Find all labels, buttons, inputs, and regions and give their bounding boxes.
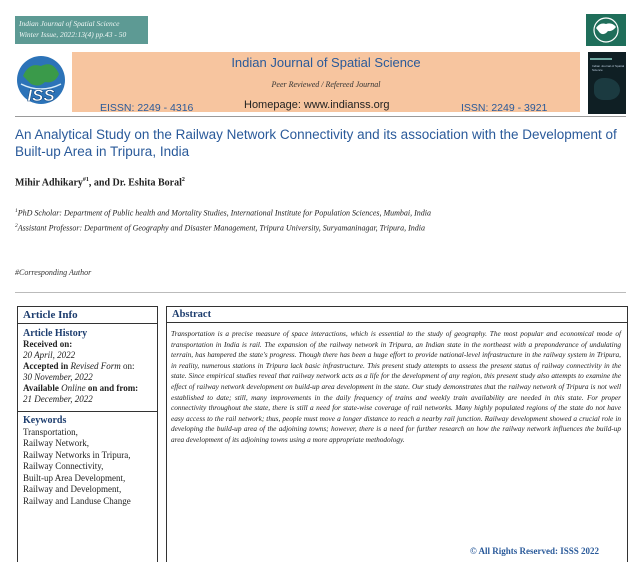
keywords-section: [18, 412, 157, 507]
cover-stripe: [590, 58, 612, 60]
keyword-item: Railway Connectivity,: [23, 461, 104, 471]
available-label: Available: [23, 383, 59, 393]
keyword-item: Built-up Area Development,: [23, 472, 126, 483]
copyright-notice: © All Rights Reserved: ISSS 2022: [470, 546, 599, 556]
received-label: Received on:: [23, 339, 73, 349]
article-history-heading: Article History: [23, 328, 88, 339]
available-line: [23, 383, 152, 394]
paper-title: An Analytical Study on the Railway Network Connectivity and its association with the Development of Built-up Area in Tripura, India: [15, 127, 617, 159]
issue-details: Winter Issue, 2022:13(4) pp.43 - 50: [19, 30, 127, 39]
issn: ISSN: 2249 - 3921: [461, 102, 548, 114]
author-2: , and Dr. Eshita Boral: [88, 177, 182, 189]
available-date: 21 December, 2022: [23, 394, 93, 404]
header-divider: [15, 116, 626, 117]
corresponding-author-note: #Corresponding Author: [15, 268, 92, 277]
abstract-text: Transportation is a precise measure of space interactions, which is essential to the study of geography. The most popular and economical mode of transportation in India is rail. The expansion of the railway network in Tripura, an Indian state in the northeast with a preponderance of undulating terrain, has hampered the state's progress. Though there has been a huge effort to provide national-level infrastructure in the railway system in Tripura, in reality, numerous stations in Tripura lack basic infrastructure. This present study attempts to assess the present status of railway connectivity in the state. Since empirical studies reveal that railway network acts as a life for the development of any region, this present study also attempts to examine the effect of railway network development on build-up area development in the state. Our study demonstrates that the railway network of Tripura is not well established to date; still, many improvements in the daily frequency of trains and weekly train availability are needed in this state. For proper connectivity throughout the state, there is still a need for state-wise coverage of rail networks. Many highly populated regions of the state do not have easy access to the rail network; thus, people must move a longer distance to reach a nearby rail junction. Railway development showed a crucial role in developing the build-up area of the adjoining towns; however, there is a need for further research on how the railway network influences the build-up area development of its adjoining towns using a more appropriate methodology.: [171, 329, 621, 444]
eissn: EISSN: 2249 - 4316: [100, 102, 194, 114]
keyword-item: Railway Networks in Tripura,: [23, 449, 131, 460]
article-info-panel: [17, 306, 158, 562]
cover-map-graphic: [594, 78, 620, 100]
affiliations: [15, 205, 615, 234]
keywords-heading: Keywords: [23, 415, 67, 426]
accepted-line: [23, 361, 152, 372]
peer-reviewed-label: Peer Reviewed / Refereed Journal: [271, 80, 381, 89]
keyword-item: Railway and Landuse Change: [23, 495, 131, 506]
accepted-date: 30 November, 2022: [23, 372, 93, 382]
accepted-revised: Revised Form: [70, 361, 121, 371]
affiliation-1: [15, 205, 615, 220]
author-2-mark: 2: [181, 177, 185, 183]
abstract-heading: Abstract: [167, 307, 627, 323]
authors: [15, 177, 185, 188]
affiliation-2-mark: 2: [15, 222, 18, 229]
affiliation-2-text: Assistant Professor: Department of Geography and Disaster Management, Tripura University, Suryamaninagar, Tripura, India: [17, 223, 426, 233]
article-history: [18, 324, 157, 405]
received-date: 20 April, 2022: [23, 350, 76, 360]
author-1-mark: #1: [82, 177, 89, 183]
iss-logo-text: ISS: [27, 86, 55, 105]
cover-text: Indian Journal of Spatial Science: [592, 64, 625, 72]
issue-journal-name: Indian Journal of Spatial Science: [19, 19, 120, 28]
accepted-label: Accepted in: [23, 361, 69, 371]
accepted-on: on:: [122, 361, 135, 371]
affiliation-1-text: PhD Scholar: Department of Public health and Mortality Studies, International Institute for Population Sciences, Mumbai, India: [17, 208, 432, 218]
journal-title: Indian Journal of Spatial Science: [231, 55, 421, 70]
article-info-heading: Article Info: [18, 307, 157, 324]
issue-box: [15, 16, 148, 44]
keyword-item: Transportation,: [23, 426, 78, 437]
section-divider: [15, 292, 626, 293]
affiliation-2: [15, 220, 615, 235]
author-1: Mihir Adhikary: [15, 177, 83, 189]
available-on: on and from:: [87, 383, 139, 393]
isss-globe-logo: [586, 14, 626, 46]
keyword-item: Railway Network,: [23, 438, 89, 448]
available-online: Online: [61, 383, 86, 393]
journal-cover-image: [588, 52, 626, 114]
keyword-item: Railway and Development,: [23, 484, 122, 494]
abstract-panel: [166, 306, 628, 562]
iss-logo: [15, 54, 67, 112]
homepage-link[interactable]: Homepage: www.indianss.org: [244, 99, 390, 111]
affiliation-1-mark: 1: [15, 208, 18, 214]
